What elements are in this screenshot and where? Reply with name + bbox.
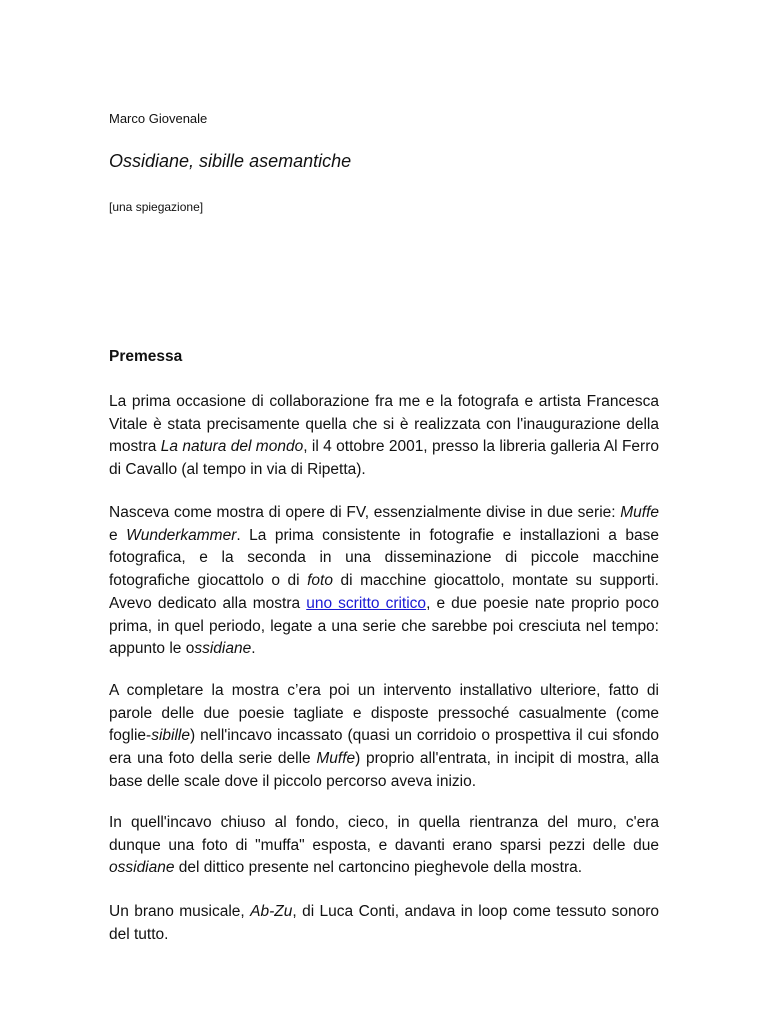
paragraph-3: A completare la mostra c’era poi un intervento installativo ulteriore, fatto di parole delle due poesie tagliate e disposte pressoché casualmente (come foglie-sibille) nell'incavo incassato (quasi un corridoio o prospettiva il cui sfondo era una foto della serie delle Muffe) proprio all'entrata, in incipit di mostra, alla base delle scale dove il piccolo percorso aveva inizio. [109, 682, 659, 790]
document-subtitle: [una spiegazione] [109, 200, 204, 214]
critical-essay-link[interactable]: uno scritto critico [306, 594, 427, 612]
paragraph-1: La prima occasione di collaborazione fra me e la fotografa e artista Francesca Vitale è stata precisamente quella che si è realizzata con l'inaugurazione della mostra La natura del mondo, il 4 ottobre 2001, presso la libreria galleria Al Ferro di Cavallo (al tempo in via di Ripetta). [109, 393, 659, 479]
paragraph-4: In quell'incavo chiuso al fondo, cieco, in quella rientranza del muro, c'era dunque una foto di "muffa" esposta, e davanti erano sparsi pezzi delle due ossidiane del dittico presente nel cartoncino pieghevole della mostra. [109, 814, 659, 877]
paragraph-5: Un brano musicale, Ab-Zu, di Luca Conti, andava in loop come tessuto sonoro del tutto. [109, 903, 659, 943]
document-title: Ossidiane, sibille asemantiche [109, 151, 352, 171]
paragraph-2: Nasceva come mostra di opere di FV, essenzialmente divise in due serie: Muffe e Wunderkammer. La prima consistente in fotografie e installazioni a base fotografica, e la seconda in una disseminazione di piccole macchine fotografiche giocattolo o di foto di macchine giocattolo, montate su supporti. Avevo dedicato alla mostra uno scritto critico, e due poesie nate proprio poco prima, in quel periodo, legate a una serie che sarebbe poi cresciuta nel tempo: appunto le ossidiane. [109, 504, 660, 658]
section-heading: Premessa [109, 348, 183, 365]
author-name: Marco Giovenale [109, 111, 208, 126]
